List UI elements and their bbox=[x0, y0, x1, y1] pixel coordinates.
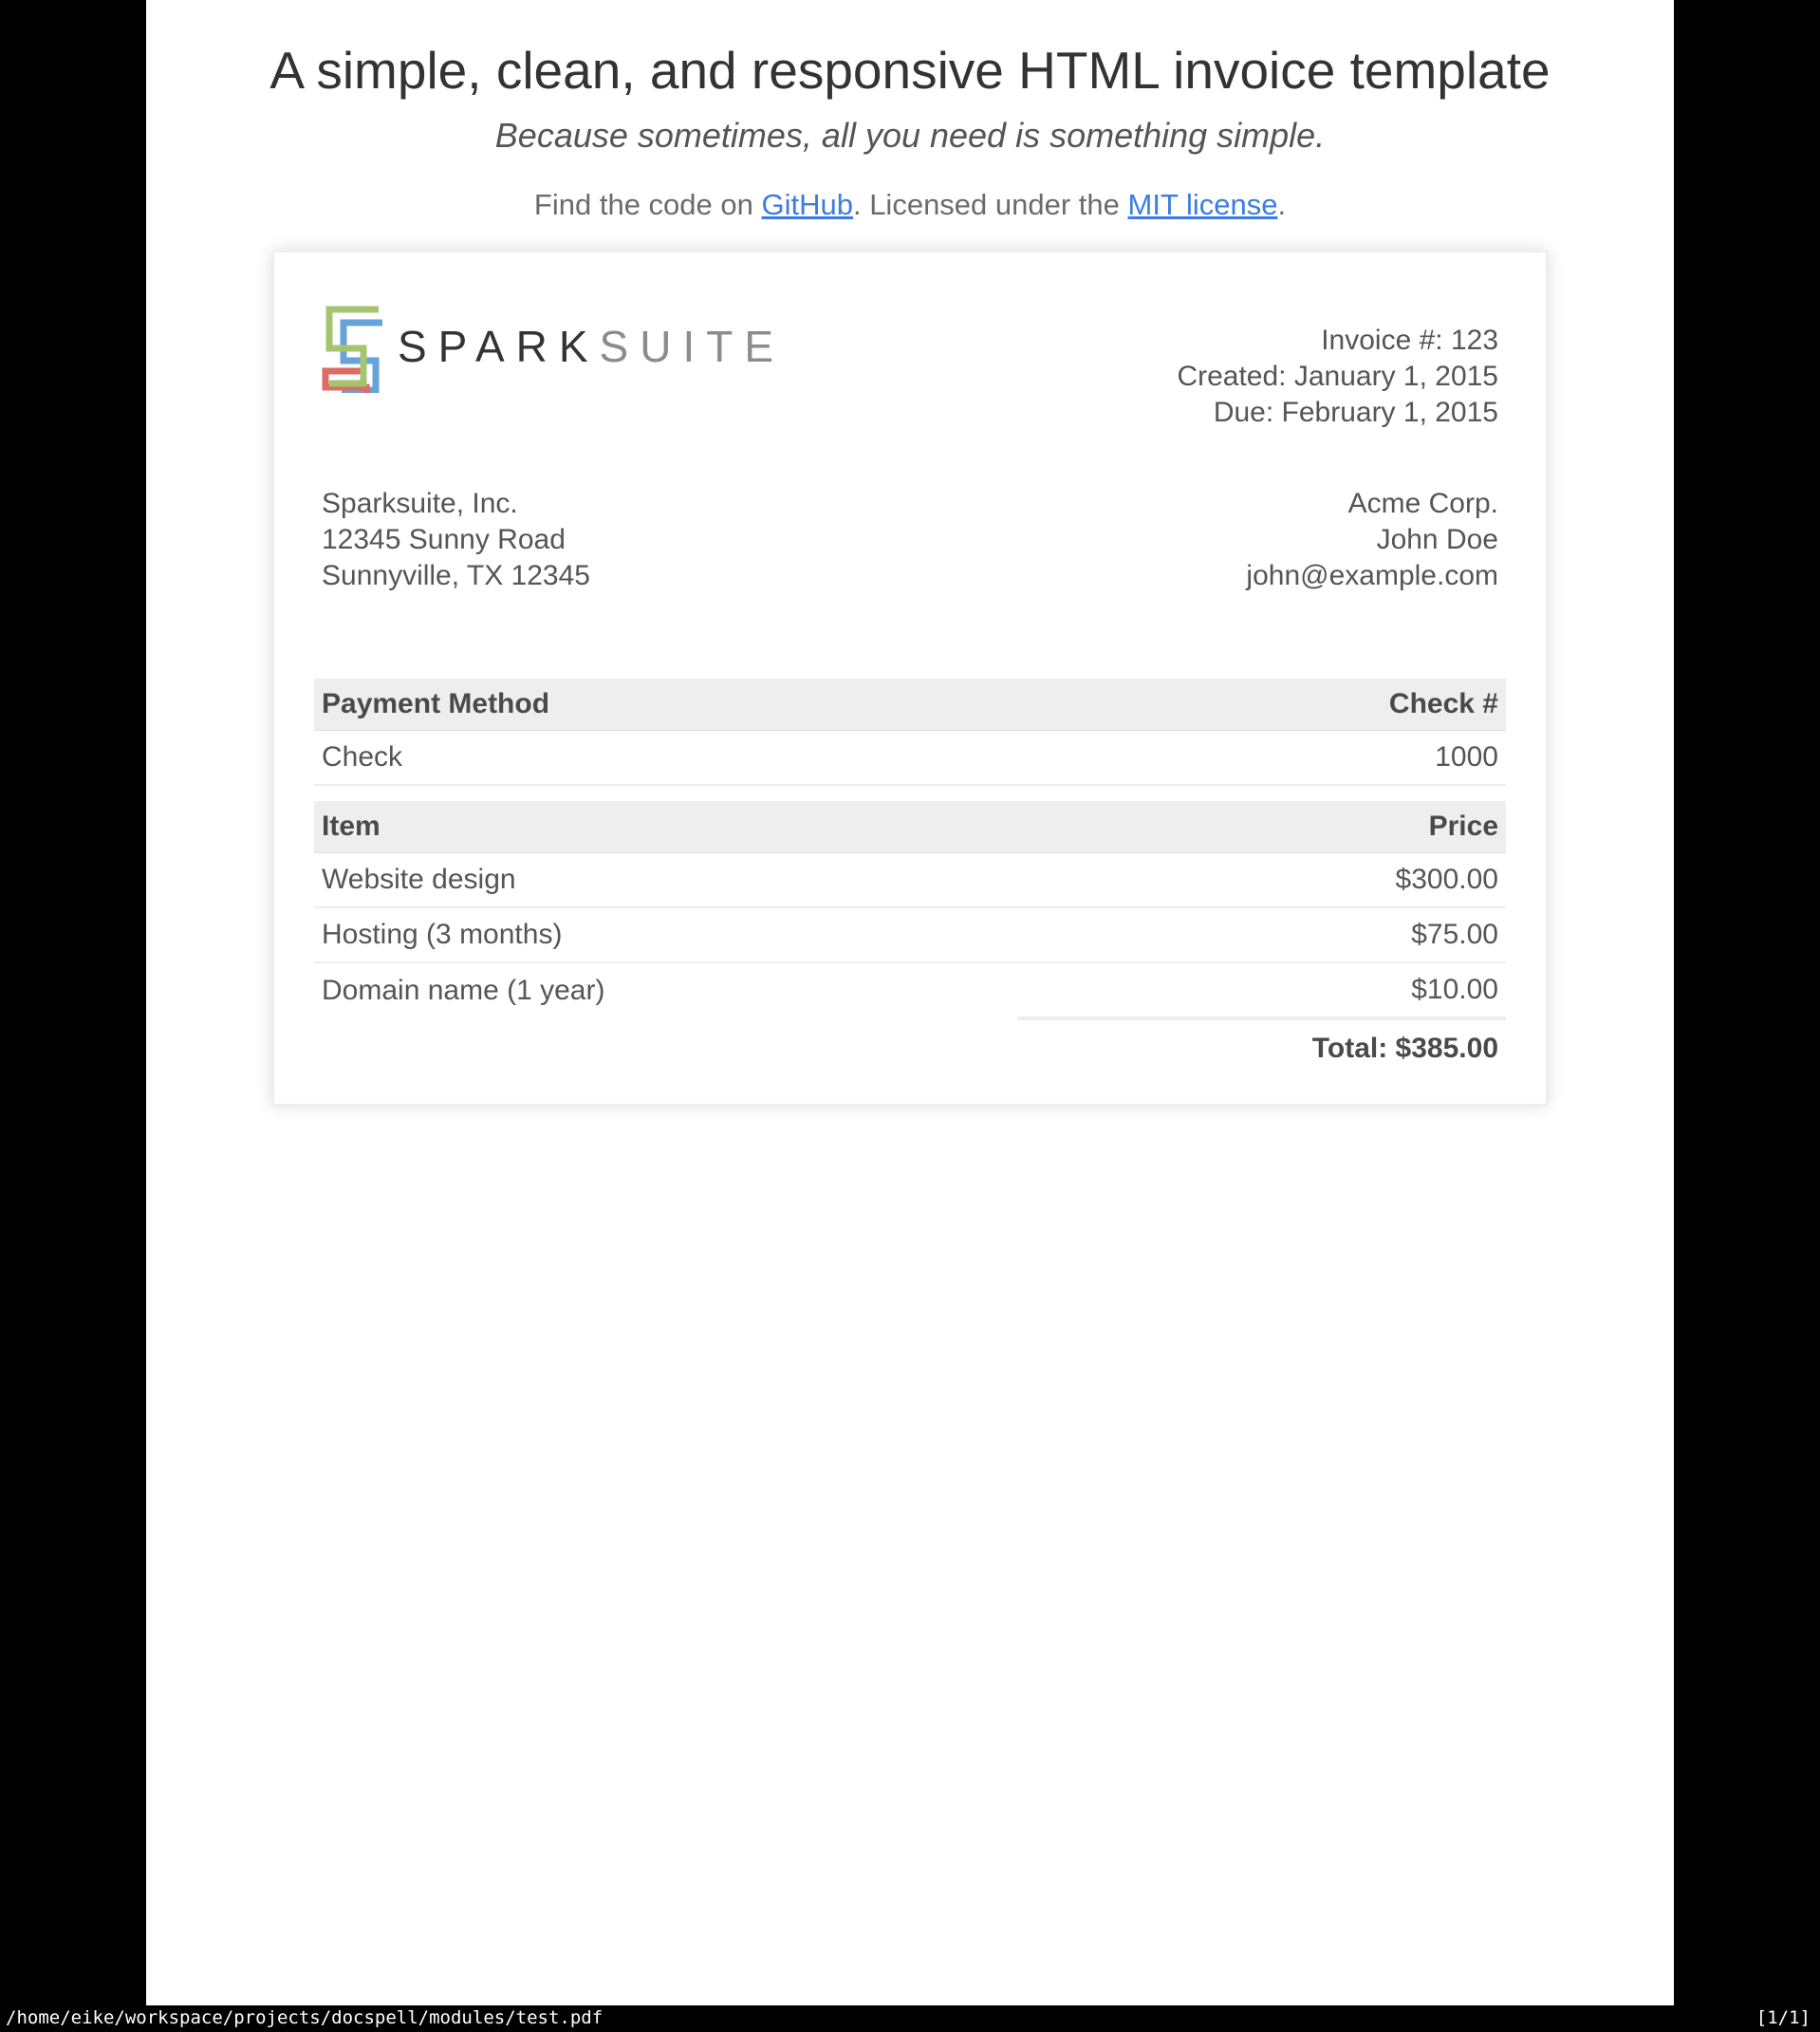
invoice-number: Invoice #: 123 bbox=[1321, 325, 1498, 356]
item-header: Item bbox=[314, 801, 1017, 853]
logo-wordmark bbox=[398, 321, 785, 372]
check-number-value: 1000 bbox=[1017, 731, 1506, 786]
invoice-total: Total: $385.00 bbox=[1017, 1018, 1506, 1075]
price-header: Price bbox=[1017, 801, 1506, 853]
recipient-name: John Doe bbox=[1376, 524, 1498, 555]
pdf-page bbox=[146, 0, 1674, 2005]
payment-table-row bbox=[314, 731, 1506, 786]
total-spacer bbox=[314, 1018, 1017, 1075]
links-line bbox=[146, 188, 1674, 222]
invoice-meta bbox=[1177, 304, 1498, 431]
recipient-company: Acme Corp. bbox=[1347, 488, 1498, 519]
github-link[interactable]: GitHub bbox=[761, 188, 853, 221]
item-row bbox=[314, 907, 1506, 962]
check-number-header: Check # bbox=[1017, 679, 1506, 731]
recipient-address bbox=[1246, 486, 1498, 594]
logo-word-secondary: SUITE bbox=[599, 322, 786, 371]
payment-method-header: Payment Method bbox=[314, 679, 1017, 731]
sender-city: Sunnyville, TX 12345 bbox=[322, 560, 590, 591]
page-indicator: [1/1] bbox=[1755, 2007, 1811, 2028]
sender-company: Sparksuite, Inc. bbox=[322, 488, 518, 519]
sender-street: 12345 Sunny Road bbox=[322, 524, 566, 555]
links-line-middle: . Licensed under the bbox=[852, 188, 1128, 221]
file-path: /home/eike/workspace/projects/docspell/modules/test.pdf bbox=[6, 2007, 604, 2028]
total-row bbox=[314, 1018, 1506, 1075]
invoice-due-date: Due: February 1, 2015 bbox=[1213, 397, 1498, 428]
invoice-created-date: Created: January 1, 2015 bbox=[1177, 361, 1498, 392]
item-name: Website design bbox=[314, 853, 1017, 908]
payment-table-header bbox=[314, 679, 1506, 731]
item-row bbox=[314, 962, 1506, 1018]
links-line-suffix: . bbox=[1277, 188, 1287, 221]
item-price: $10.00 bbox=[1411, 974, 1498, 1005]
mit-license-link[interactable]: MIT license bbox=[1127, 188, 1278, 221]
invoice-box bbox=[272, 251, 1548, 1106]
sender-address bbox=[322, 486, 590, 594]
payment-method-value: Check bbox=[314, 731, 1017, 786]
item-row bbox=[314, 853, 1506, 908]
items-table-header bbox=[314, 801, 1506, 853]
page-title: A simple, clean, and responsive HTML invoice template bbox=[269, 41, 1551, 100]
recipient-email: john@example.com bbox=[1246, 560, 1498, 591]
item-name: Domain name (1 year) bbox=[322, 975, 605, 1006]
sparksuite-logo-icon bbox=[322, 304, 384, 393]
addresses-row bbox=[314, 486, 1506, 594]
invoice-header-row bbox=[314, 292, 1506, 431]
items-table bbox=[314, 801, 1506, 1075]
item-name: Hosting (3 months) bbox=[314, 907, 1017, 962]
item-price: $300.00 bbox=[1017, 853, 1506, 908]
company-logo bbox=[322, 304, 785, 393]
statusbar bbox=[0, 2005, 1820, 2032]
item-price: $75.00 bbox=[1017, 907, 1506, 962]
links-line-prefix: Find the code on bbox=[533, 188, 762, 221]
payment-table bbox=[314, 679, 1506, 786]
logo-word-primary: SPARK bbox=[398, 322, 600, 371]
page-subtitle: Because sometimes, all you need is something simple. bbox=[494, 116, 1326, 155]
